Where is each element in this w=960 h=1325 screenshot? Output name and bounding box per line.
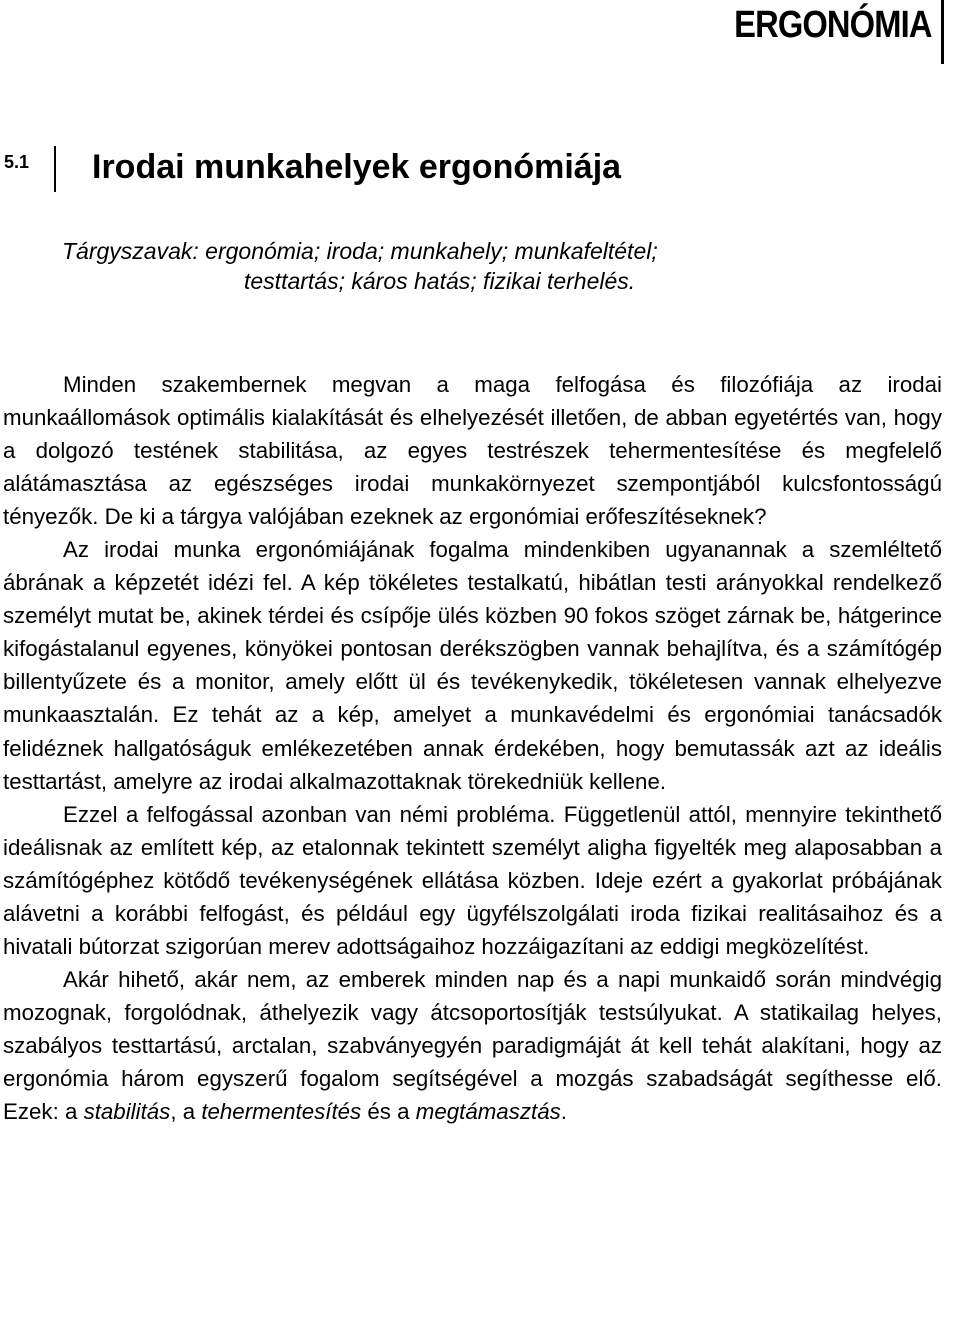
keywords-line-1: Tárgyszavak: ergonómia; iroda; munkahely; munkafeltétel; <box>62 238 658 264</box>
paragraph-4-text: Akár hihető, akár nem, az emberek minden nap és a napi munkaidő során mindvégig mozognak, forgolódnak, áthelyezik vagy átcsoportosítják testsúlyukat. A statikailag helyes, szabályos testtartású, arctalan, szabványegyén paradigmáját át kell tehát alakítani, hogy az ergonómia három egyszerű fogalom segítségével a mozgás szabadságát segíthesse elő. Ezek: a <box>3 966 942 1125</box>
keywords <box>62 236 922 296</box>
section-divider <box>54 146 56 192</box>
header-rule <box>941 0 944 64</box>
page-header <box>0 0 960 66</box>
term-separator-1: , a <box>170 1099 196 1125</box>
paragraph-4-end: . <box>560 1099 567 1125</box>
term-stabilitas: stabilitás <box>83 1099 171 1125</box>
section-title: Irodai munkahelyek ergonómiája <box>92 148 622 186</box>
paragraph-1: Minden szakembernek megvan a maga felfogása és filozófiája az irodai munkaállomások optimális kialakítását és elhelyezését illetően, de abban egyetértés van, hogy a dolgozó testének stabilitása, az egyes testrészek tehermentesítése és megfelelő alátámasztása az egészséges irodai munkakörnyezet szempontjából kulcsfontosságú tényezők. De ki a tárgya valójában ezeknek az ergonómiai erőfeszítéseknek? <box>3 372 942 530</box>
article-body <box>3 368 942 1128</box>
keywords-line-2: testtartás; káros hatás; fizikai terhelés. <box>244 268 636 294</box>
section-number: 5.1 <box>4 152 30 172</box>
paragraph-3: Ezzel a felfogással azonban van némi probléma. Függetlenül attól, mennyire tekinthető ideálisnak az említett kép, az etalonnak tekintett személyt aligha figyelték meg alaposabban a számítógéphez kötődő tevékenységének ellátása közben. Ideje ezért a gyakorlat próbájának alávetni a korábbi felfogást, és például egy ügyfélszolgálati iroda fizikai realitásaihoz és a hivatali bútorzat szigorúan merev adottságaihoz hozzáigazítani az eddigi megközelítést. <box>3 801 942 959</box>
running-header-title: ERGONÓMIA <box>734 4 932 46</box>
paragraph-4 <box>3 963 942 1128</box>
term-separator-2: és a <box>367 1099 410 1125</box>
paragraph-2: Az irodai munka ergonómiájának fogalma mindenkiben ugyanannak a szemléltető ábrának a képzetét idézi fel. A kép tökéletes testalkatú, hibátlan testi arányokkal rendelkező személyt mutat be, akinek térdei és csípője ülés közben 90 fokos szöget zárnak be, hátgerince kifogástalanul egyenes, könyökei pontosan derékszögben vannak behajlítva, és a számítógép billentyűzete és a monitor, amely előtt ül és tevékenykedik, tökéletesen vannak elhelyezve munkaasztalán. Ez tehát az a kép, amelyet a munkavédelmi és ergonómiai tanácsadók felidéznek hallgatóságuk emlékezetében annak érdekében, hogy bemutassák azt az ideális testtartást, amelyre az irodai alkalmazottaknak törekedniük kellene. <box>3 537 942 794</box>
term-megtamasztas: megtámasztás <box>415 1099 561 1125</box>
term-tehermentesites: tehermentesítés <box>201 1099 362 1125</box>
